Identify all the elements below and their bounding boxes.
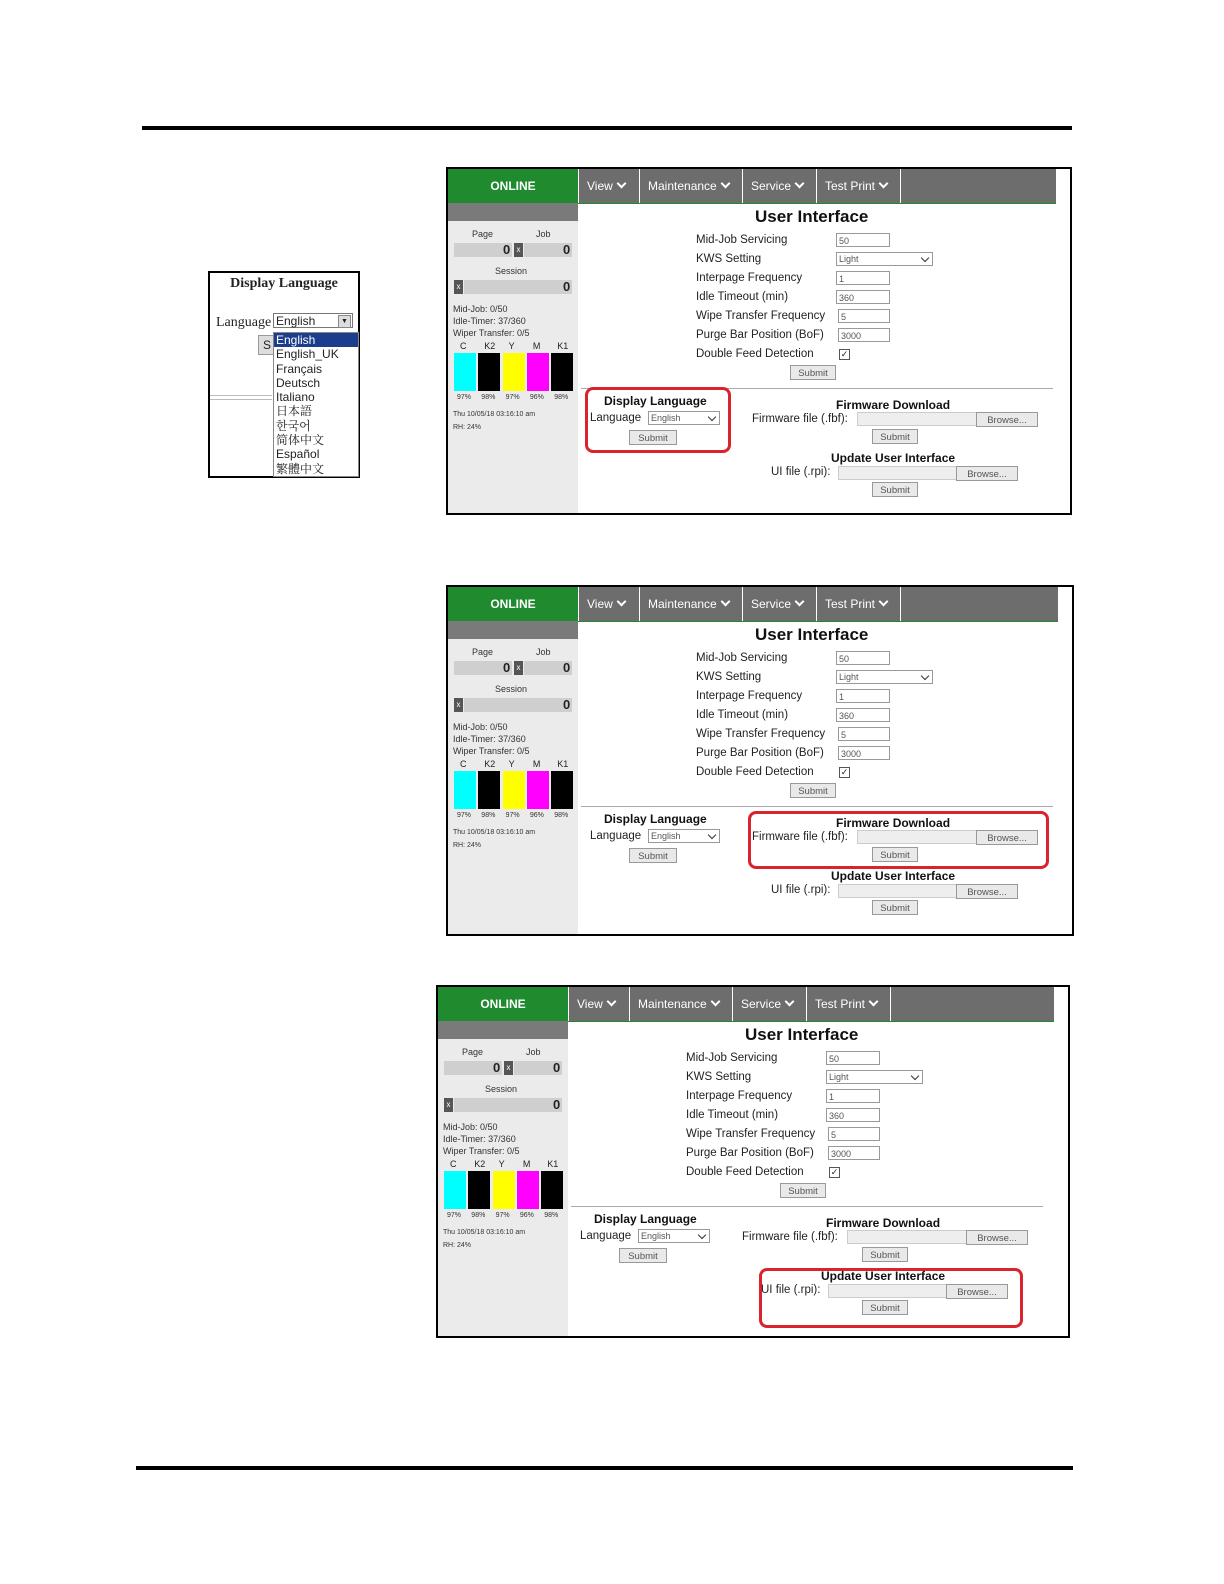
field-label: Purge Bar Position (BoF)	[696, 747, 824, 759]
ink-swatch	[541, 1171, 563, 1209]
wiper-transfer-status: Wiper Transfer: 0/5	[443, 1146, 520, 1156]
session-label: Session	[495, 684, 528, 694]
ink-swatch	[468, 1171, 490, 1209]
page-title: User Interface	[755, 207, 869, 226]
wiper-transfer-status: Wiper Transfer: 0/5	[453, 328, 530, 338]
section-divider	[581, 806, 1053, 807]
ui-submit-button[interactable]: Submit	[872, 482, 918, 497]
idle-timer-status: Idle-Timer: 37/360	[453, 734, 526, 744]
language-submit-button[interactable]: Submit	[629, 430, 677, 445]
chevron-down-icon	[785, 997, 795, 1007]
ink-percent: 98%	[471, 1212, 486, 1219]
ink-swatch	[527, 353, 549, 391]
language-option[interactable]: English	[274, 333, 358, 347]
online-status: ONLINE	[448, 169, 578, 203]
language-option[interactable]: Italiano	[276, 390, 315, 405]
ink-percent: 98%	[544, 1212, 559, 1219]
page-title: User Interface	[745, 1025, 859, 1044]
language-option[interactable]: Español	[276, 447, 320, 462]
session-count: 0	[563, 697, 571, 712]
firmware-download-title: Firmware Download	[836, 398, 951, 412]
session-counter-bar	[464, 280, 572, 294]
reset-job-button[interactable]: x	[514, 243, 523, 257]
double-feed-detection-checkbox[interactable]: ✓	[830, 1167, 839, 1177]
ui-browse-button[interactable]: Browse...	[956, 884, 1018, 899]
menu-separator	[900, 587, 901, 621]
field-label: Purge Bar Position (BoF)	[686, 1147, 814, 1159]
language-value: English	[641, 1231, 671, 1241]
chevron-down-icon	[911, 1072, 919, 1080]
firmware-browse-button[interactable]: Browse...	[976, 830, 1038, 845]
language-value: English	[651, 413, 681, 423]
language-option[interactable]: 日本語	[276, 404, 313, 419]
ink-swatch	[503, 771, 525, 809]
highlight-box	[759, 1268, 1023, 1328]
display-language-title: Display Language	[604, 394, 707, 408]
field-label: Mid-Job Servicing	[686, 1052, 778, 1064]
ink-swatch	[517, 1171, 539, 1209]
section-divider	[571, 1206, 1043, 1207]
menu-label: Maintenance	[648, 597, 717, 611]
language-label: Language	[580, 1230, 632, 1242]
chevron-down-icon	[616, 179, 626, 189]
ink-name: C	[450, 1159, 457, 1169]
kws-setting-select[interactable]	[836, 252, 933, 266]
update-ui-title: Update User Interface	[831, 451, 956, 465]
nav-underline	[568, 1021, 1054, 1022]
chevron-down-icon	[879, 179, 889, 189]
menu-view[interactable]	[568, 987, 623, 1021]
firmware-submit-button[interactable]: Submit	[862, 1247, 908, 1262]
field-label: Wipe Transfer Frequency	[686, 1128, 816, 1140]
relative-humidity: RH: 24%	[443, 1242, 472, 1249]
ink-name: K1	[547, 1159, 559, 1169]
popup-language-label: Language	[216, 315, 272, 330]
field-label: Double Feed Detection	[696, 766, 814, 778]
firmware-download-title: Firmware Download	[836, 816, 951, 830]
firmware-submit-button[interactable]: Submit	[872, 847, 918, 862]
chevron-down-icon	[616, 597, 626, 607]
sidebar-header-band	[438, 1021, 568, 1039]
menu-label: Service	[741, 997, 782, 1011]
page-label: Page	[472, 647, 494, 657]
online-status: ONLINE	[438, 987, 568, 1021]
kws-value: Light	[839, 672, 859, 682]
language-option[interactable]: 繁體中文	[276, 461, 325, 476]
ink-name: M	[522, 1159, 531, 1169]
relative-humidity: RH: 24%	[453, 842, 482, 849]
ink-percent: 98%	[481, 812, 496, 819]
idle-timeout-input[interactable]: 360	[836, 290, 890, 304]
wipe-transfer-frequency-input[interactable]: 5	[838, 727, 890, 741]
job-count: 0	[563, 660, 571, 675]
ui-submit-button[interactable]: Submit	[872, 900, 918, 915]
menu-service[interactable]	[742, 169, 811, 203]
ink-swatch	[493, 1171, 515, 1209]
kws-setting-select[interactable]	[836, 670, 933, 684]
language-option[interactable]: 한국어	[276, 418, 311, 433]
wipe-transfer-frequency-input[interactable]: 5	[828, 1127, 880, 1141]
reset-session-button[interactable]: x	[454, 698, 463, 712]
chevron-down-icon	[710, 997, 720, 1007]
midjob-status: Mid-Job: 0/50	[443, 1122, 498, 1132]
user-interface-screenshot	[446, 167, 1072, 515]
popup-language-select[interactable]	[273, 313, 353, 328]
purge-bar-position-input[interactable]: 3000	[838, 328, 890, 342]
field-label: Purge Bar Position (BoF)	[696, 329, 824, 341]
firmware-download-title: Firmware Download	[826, 1216, 941, 1230]
ink-swatch	[454, 771, 476, 809]
ui-file-label: UI file (.rpi):	[771, 884, 831, 896]
ink-swatch	[503, 353, 525, 391]
highlight-box	[585, 387, 731, 453]
page-title: User Interface	[755, 625, 869, 644]
ink-swatch	[551, 771, 573, 809]
bottom-rule	[136, 1466, 1073, 1470]
job-count: 0	[563, 242, 571, 257]
reset-job-button[interactable]: x	[514, 661, 523, 675]
settings-submit-button[interactable]: Submit	[780, 1183, 826, 1198]
field-label: Wipe Transfer Frequency	[696, 728, 826, 740]
menu-label: Maintenance	[648, 179, 717, 193]
relative-humidity: RH: 24%	[453, 424, 482, 431]
top-rule	[142, 126, 1072, 130]
ui-browse-button[interactable]: Browse...	[946, 1284, 1008, 1299]
field-label: KWS Setting	[696, 671, 762, 683]
ink-name: M	[532, 759, 541, 769]
ink-name: Y	[498, 1159, 505, 1169]
chevron-down-icon	[720, 597, 730, 607]
language-submit-button[interactable]: Submit	[619, 1248, 667, 1263]
ink-swatch	[454, 353, 476, 391]
job-label: Job	[536, 647, 551, 657]
nav-underline	[578, 621, 1058, 622]
field-label: Idle Timeout (min)	[686, 1109, 779, 1121]
field-label: Double Feed Detection	[686, 1166, 804, 1178]
chevron-down-icon	[795, 179, 805, 189]
date-time: Thu 10/05/18 03:16:10 am	[453, 411, 536, 418]
language-dropdown-zoom	[208, 271, 360, 478]
language-label: Language	[590, 412, 642, 424]
wipe-transfer-frequency-input[interactable]: 5	[838, 309, 890, 323]
ink-swatch	[478, 353, 500, 391]
field-label: Double Feed Detection	[696, 348, 814, 360]
ink-name: C	[460, 341, 467, 351]
chevron-down-icon	[879, 597, 889, 607]
highlight-box	[748, 811, 1049, 869]
settings-submit-button[interactable]: Submit	[790, 365, 836, 380]
ink-percent: 96%	[529, 812, 544, 819]
session-label: Session	[495, 266, 528, 276]
nav-underline	[578, 203, 1056, 204]
page-count: 0	[503, 242, 511, 257]
popup-submit-button-fragment[interactable]: S	[258, 335, 276, 355]
kws-value: Light	[829, 1072, 849, 1082]
settings-submit-button[interactable]: Submit	[790, 783, 836, 798]
reset-session-button[interactable]: x	[444, 1098, 453, 1112]
ink-percent: 97%	[457, 394, 472, 401]
language-options-list[interactable]	[273, 332, 359, 477]
field-label: Idle Timeout (min)	[696, 709, 789, 721]
firmware-file-label: Firmware file (.fbf):	[742, 1231, 838, 1243]
field-label: KWS Setting	[696, 253, 762, 265]
ink-percent: 96%	[519, 1212, 534, 1219]
firmware-file-input[interactable]	[857, 412, 977, 426]
job-label: Job	[536, 229, 551, 239]
menu-maintenance[interactable]	[639, 587, 737, 621]
kws-setting-select[interactable]	[826, 1070, 923, 1084]
chevron-down-icon	[698, 1231, 706, 1239]
status-sidebar	[448, 203, 578, 513]
interpage-frequency-input[interactable]: 1	[836, 689, 890, 703]
midjob-status: Mid-Job: 0/50	[453, 304, 508, 314]
firmware-file-label: Firmware file (.fbf):	[752, 831, 848, 843]
language-option[interactable]: English_UK	[276, 347, 339, 362]
language-option[interactable]: Deutsch	[276, 375, 321, 390]
interpage-frequency-input[interactable]: 1	[826, 1089, 880, 1103]
chevron-down-icon	[795, 597, 805, 607]
top-nav-bar	[438, 987, 1054, 1021]
divider	[210, 395, 272, 396]
ink-percent: 97%	[447, 1212, 462, 1219]
field-label: Interpage Frequency	[686, 1090, 793, 1102]
ink-percent: 97%	[495, 1212, 510, 1219]
online-status: ONLINE	[448, 587, 578, 621]
menu-label: Test Print	[815, 997, 866, 1011]
menu-view[interactable]	[578, 587, 633, 621]
menu-test-print[interactable]	[806, 987, 885, 1021]
ui-file-input[interactable]	[838, 884, 958, 898]
ink-percent: 97%	[457, 812, 472, 819]
menu-label: Service	[751, 179, 792, 193]
page-label: Page	[462, 1047, 484, 1057]
ink-name: C	[460, 759, 467, 769]
chevron-down-icon	[921, 672, 929, 680]
idle-timer-status: Idle-Timer: 37/360	[443, 1134, 516, 1144]
mid-job-servicing-input[interactable]: 50	[836, 233, 890, 247]
menu-maintenance[interactable]	[629, 987, 727, 1021]
mid-job-servicing-input[interactable]: 50	[826, 1051, 880, 1065]
kws-value: Light	[839, 254, 859, 264]
session-count: 0	[563, 279, 571, 294]
date-time: Thu 10/05/18 03:16:10 am	[453, 829, 536, 836]
field-label: Interpage Frequency	[696, 690, 803, 702]
menu-service[interactable]	[742, 587, 811, 621]
top-nav-bar	[448, 587, 1058, 621]
ink-percent: 96%	[529, 394, 544, 401]
language-select[interactable]	[648, 829, 720, 843]
reset-job-button[interactable]: x	[504, 1061, 513, 1075]
ink-percent: 98%	[554, 394, 569, 401]
ui-submit-button[interactable]: Submit	[862, 1300, 908, 1315]
user-interface-screenshot	[446, 585, 1074, 936]
page-count: 0	[493, 1060, 501, 1075]
sidebar-header-band	[448, 203, 578, 221]
menu-service[interactable]	[732, 987, 801, 1021]
ink-name: Y	[508, 759, 515, 769]
popup-title: Display Language	[230, 276, 338, 291]
session-label: Session	[485, 1084, 518, 1094]
ui-file-label: UI file (.rpi):	[771, 466, 831, 478]
purge-bar-position-input[interactable]: 3000	[828, 1146, 880, 1160]
field-label: Interpage Frequency	[696, 272, 803, 284]
idle-timeout-input[interactable]: 360	[836, 708, 890, 722]
display-language-title: Display Language	[594, 1212, 697, 1226]
chevron-down-icon	[869, 997, 879, 1007]
purge-bar-position-input[interactable]: 3000	[838, 746, 890, 760]
menu-label: Test Print	[825, 179, 876, 193]
language-option[interactable]: Français	[276, 361, 323, 376]
ink-name: K2	[474, 1159, 486, 1169]
menu-label: View	[587, 597, 613, 611]
chevron-down-icon	[720, 179, 730, 189]
dropdown-arrow-icon[interactable]: ▼	[338, 315, 351, 328]
session-counter-bar	[454, 1098, 562, 1112]
menu-label: Service	[751, 597, 792, 611]
chevron-down-icon	[921, 254, 929, 262]
sidebar-header-band	[448, 621, 578, 639]
menu-view[interactable]	[578, 169, 633, 203]
firmware-submit-button[interactable]: Submit	[872, 429, 918, 444]
field-label: Wipe Transfer Frequency	[696, 310, 826, 322]
update-ui-title: Update User Interface	[821, 1269, 946, 1283]
chevron-down-icon	[606, 997, 616, 1007]
menu-label: View	[577, 997, 603, 1011]
update-ui-title: Update User Interface	[831, 869, 956, 883]
ink-name: K1	[557, 759, 569, 769]
language-option[interactable]: 简体中文	[276, 433, 325, 448]
language-select[interactable]	[638, 1229, 710, 1243]
double-feed-detection-checkbox[interactable]: ✓	[840, 767, 849, 777]
ink-name: K2	[484, 759, 496, 769]
idle-timer-status: Idle-Timer: 37/360	[453, 316, 526, 326]
popup-selected-value: English	[276, 314, 316, 328]
field-label: Mid-Job Servicing	[696, 652, 788, 664]
language-submit-button[interactable]: Submit	[629, 848, 677, 863]
session-count: 0	[553, 1097, 561, 1112]
ink-swatch	[551, 353, 573, 391]
menu-test-print[interactable]	[816, 587, 895, 621]
menu-maintenance[interactable]	[639, 169, 737, 203]
status-sidebar	[448, 621, 578, 934]
field-label: Mid-Job Servicing	[696, 234, 788, 246]
ink-swatch	[478, 771, 500, 809]
ink-name: K1	[557, 341, 569, 351]
idle-timeout-input[interactable]: 360	[826, 1108, 880, 1122]
menu-separator	[900, 169, 901, 203]
ink-percent: 97%	[505, 812, 520, 819]
wiper-transfer-status: Wiper Transfer: 0/5	[453, 746, 530, 756]
ink-percent: 98%	[481, 394, 496, 401]
double-feed-detection-checkbox[interactable]: ✓	[840, 349, 849, 359]
page-label: Page	[472, 229, 494, 239]
divider	[210, 399, 272, 400]
firmware-browse-button[interactable]: Browse...	[966, 1230, 1028, 1245]
ink-name: M	[532, 341, 541, 351]
firmware-file-label: Firmware file (.fbf):	[752, 413, 848, 425]
date-time: Thu 10/05/18 03:16:10 am	[443, 1229, 526, 1236]
page-count: 0	[503, 660, 511, 675]
ink-percent: 97%	[505, 394, 520, 401]
menu-label: View	[587, 179, 613, 193]
display-language-title: Display Language	[604, 812, 707, 826]
ink-swatch	[527, 771, 549, 809]
status-sidebar	[438, 1021, 568, 1336]
chevron-down-icon	[708, 831, 716, 839]
ink-percent: 98%	[554, 812, 569, 819]
interpage-frequency-input[interactable]: 1	[836, 271, 890, 285]
top-nav-bar	[448, 169, 1056, 203]
user-interface-screenshot	[436, 985, 1070, 1338]
ui-file-label: UI file (.rpi):	[761, 1284, 821, 1296]
field-label: Idle Timeout (min)	[696, 291, 789, 303]
ui-file-input[interactable]	[838, 466, 958, 480]
language-value: English	[651, 831, 681, 841]
menu-test-print[interactable]	[816, 169, 895, 203]
session-counter-bar	[464, 698, 572, 712]
menu-label: Test Print	[825, 597, 876, 611]
menu-separator	[890, 987, 891, 1021]
language-label: Language	[590, 830, 642, 842]
mid-job-servicing-input[interactable]: 50	[836, 651, 890, 665]
ink-name: Y	[508, 341, 515, 351]
firmware-browse-button[interactable]: Browse...	[976, 412, 1038, 427]
ink-swatch	[444, 1171, 466, 1209]
job-label: Job	[526, 1047, 541, 1057]
ink-name: K2	[484, 341, 496, 351]
field-label: KWS Setting	[686, 1071, 752, 1083]
reset-session-button[interactable]: x	[454, 280, 463, 294]
firmware-file-input[interactable]	[847, 1230, 967, 1244]
ui-browse-button[interactable]: Browse...	[956, 466, 1018, 481]
midjob-status: Mid-Job: 0/50	[453, 722, 508, 732]
job-count: 0	[553, 1060, 561, 1075]
menu-label: Maintenance	[638, 997, 707, 1011]
